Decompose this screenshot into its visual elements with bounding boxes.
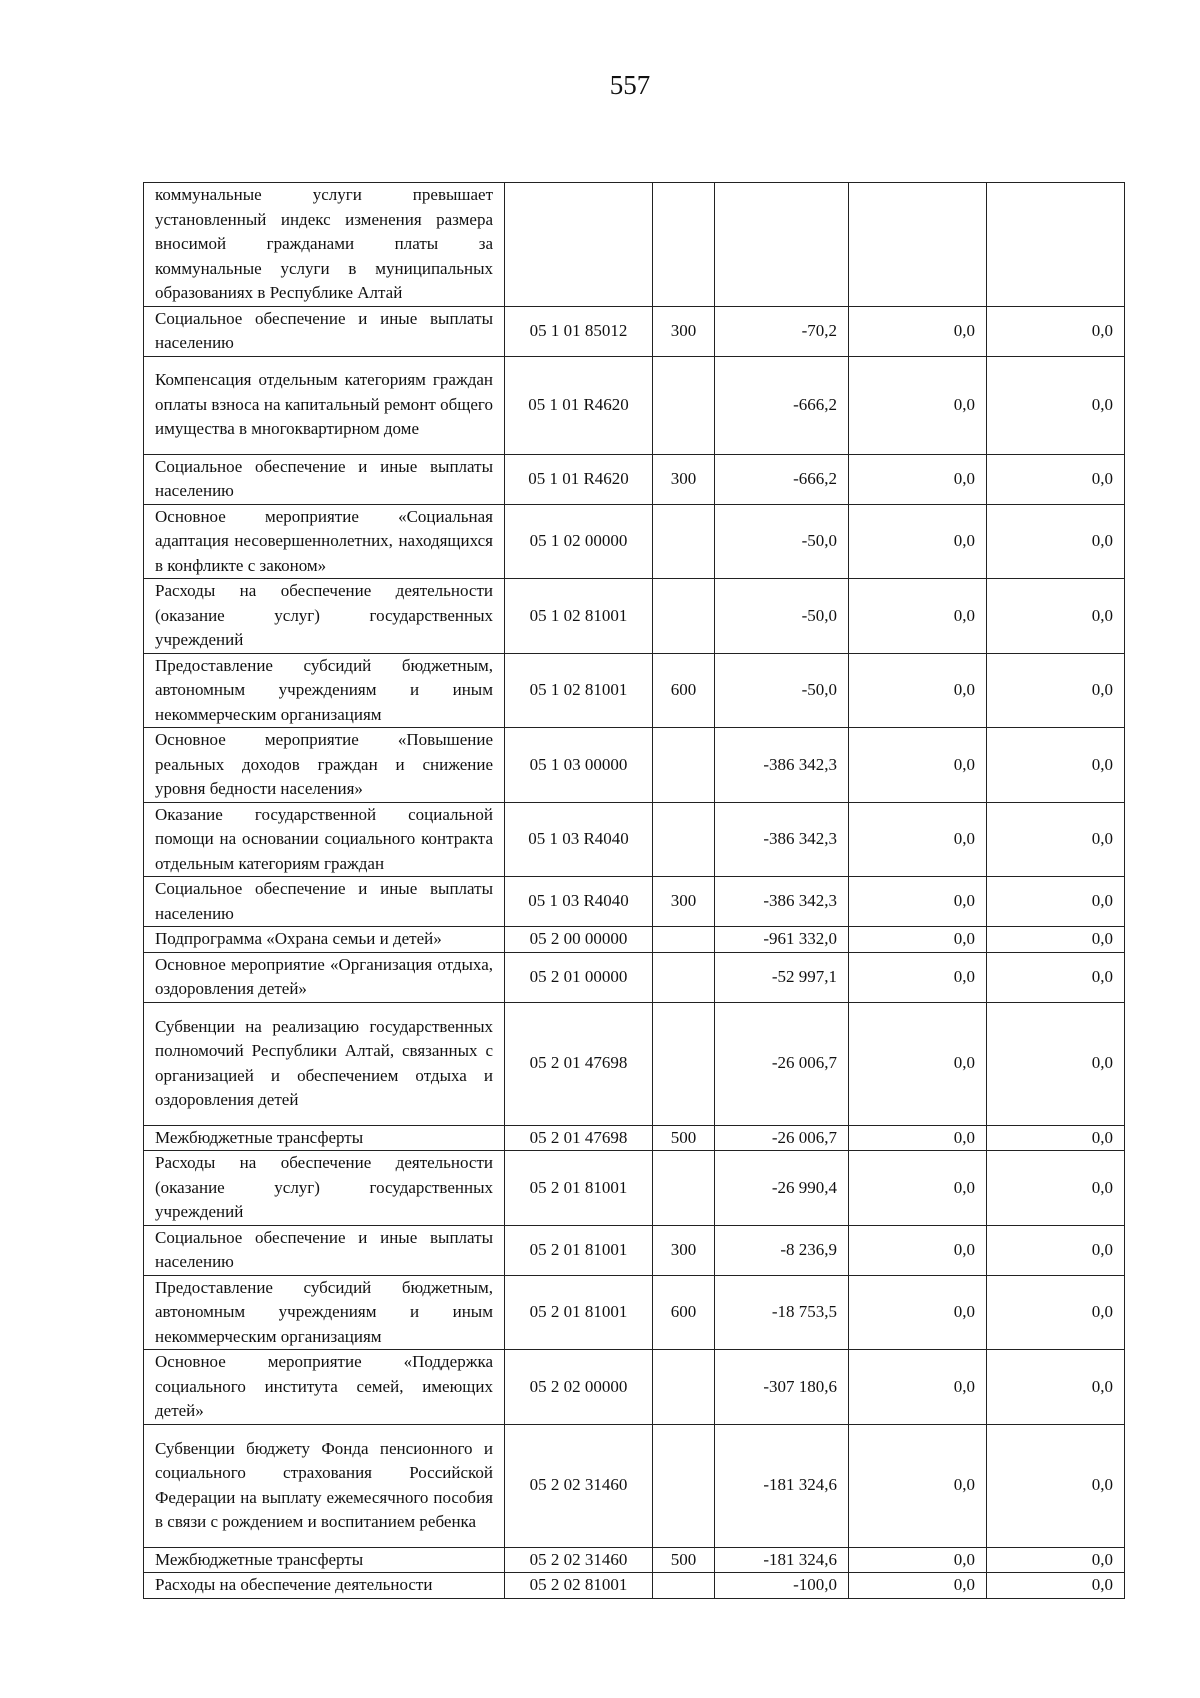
- budget-item-name: Социальное обеспечение и иные выплаты населению: [144, 454, 505, 504]
- table-row: [144, 802, 1125, 877]
- amount-year-3: 0,0: [987, 653, 1125, 728]
- amount-year-1: -181 324,6: [715, 1547, 849, 1573]
- table-row: [144, 183, 1125, 307]
- table-row: [144, 1125, 1125, 1151]
- expense-type-code: 600: [653, 1275, 715, 1350]
- budget-item-name: Подпрограмма «Охрана семьи и детей»: [144, 927, 505, 953]
- classification-code: 05 2 00 00000: [505, 927, 653, 953]
- expense-type-code: [653, 579, 715, 654]
- classification-code: 05 1 02 81001: [505, 653, 653, 728]
- amount-year-2: 0,0: [849, 1002, 987, 1125]
- budget-item-name: Компенсация отдельным категориям граждан оплаты взноса на капитальный ремонт общего имущества в многоквартирном доме: [144, 356, 505, 454]
- amount-year-3: 0,0: [987, 1350, 1125, 1425]
- amount-year-2: 0,0: [849, 1275, 987, 1350]
- expense-type-code: [653, 1002, 715, 1125]
- classification-code: 05 2 01 81001: [505, 1225, 653, 1275]
- amount-year-1: -181 324,6: [715, 1424, 849, 1547]
- amount-year-1: -52 997,1: [715, 952, 849, 1002]
- amount-year-3: 0,0: [987, 1573, 1125, 1599]
- budget-item-name: Предоставление субсидий бюджетным, автономным учреждениям и иным некоммерческим организациям: [144, 1275, 505, 1350]
- budget-item-name: Расходы на обеспечение деятельности (оказание услуг) государственных учреждений: [144, 579, 505, 654]
- amount-year-3: 0,0: [987, 504, 1125, 579]
- table-row: [144, 356, 1125, 454]
- amount-year-2: 0,0: [849, 1424, 987, 1547]
- amount-year-1: -307 180,6: [715, 1350, 849, 1425]
- amount-year-2: 0,0: [849, 1350, 987, 1425]
- amount-year-1: -26 006,7: [715, 1125, 849, 1151]
- classification-code: 05 1 01 R4620: [505, 454, 653, 504]
- expense-type-code: [653, 728, 715, 803]
- amount-year-3: 0,0: [987, 728, 1125, 803]
- amount-year-1: -666,2: [715, 454, 849, 504]
- expense-type-code: [653, 927, 715, 953]
- table-row: [144, 1151, 1125, 1226]
- expense-type-code: [653, 356, 715, 454]
- table-row: [144, 1424, 1125, 1547]
- budget-item-name: Основное мероприятие «Социальная адаптация несовершеннолетних, находящихся в конфликте с законом»: [144, 504, 505, 579]
- classification-code: 05 1 03 R4040: [505, 802, 653, 877]
- amount-year-3: 0,0: [987, 927, 1125, 953]
- classification-code: 05 2 01 47698: [505, 1002, 653, 1125]
- amount-year-2: 0,0: [849, 454, 987, 504]
- page-number: 557: [609, 70, 651, 100]
- amount-year-3: 0,0: [987, 1002, 1125, 1125]
- amount-year-2: 0,0: [849, 1573, 987, 1599]
- classification-code: 05 1 03 R4040: [505, 877, 653, 927]
- amount-year-2: 0,0: [849, 504, 987, 579]
- amount-year-1: -386 342,3: [715, 728, 849, 803]
- amount-year-3: 0,0: [987, 356, 1125, 454]
- amount-year-2: 0,0: [849, 802, 987, 877]
- budget-item-name: Социальное обеспечение и иные выплаты населению: [144, 1225, 505, 1275]
- budget-item-name: Основное мероприятие «Повышение реальных доходов граждан и снижение уровня бедности населения»: [144, 728, 505, 803]
- budget-item-name: Социальное обеспечение и иные выплаты населению: [144, 306, 505, 356]
- amount-year-1: -18 753,5: [715, 1275, 849, 1350]
- budget-item-name: Основное мероприятие «Поддержка социального института семей, имеющих детей»: [144, 1350, 505, 1425]
- budget-item-name: Социальное обеспечение и иные выплаты населению: [144, 877, 505, 927]
- budget-item-name: Субвенции бюджету Фонда пенсионного и социального страхования Российской Федерации на выплату ежемесячного пособия в связи с рождением и воспитанием ребенка: [144, 1424, 505, 1547]
- table-row: [144, 504, 1125, 579]
- amount-year-3: 0,0: [987, 1225, 1125, 1275]
- table-row: [144, 927, 1125, 953]
- budget-item-name: коммунальные услуги превышает установленный индекс изменения размера вносимой гражданами платы за коммунальные услуги в муниципальных образованиях в Республике Алтай: [144, 183, 505, 307]
- expense-type-code: 300: [653, 454, 715, 504]
- amount-year-2: 0,0: [849, 952, 987, 1002]
- amount-year-3: 0,0: [987, 877, 1125, 927]
- expense-type-code: 300: [653, 306, 715, 356]
- amount-year-3: 0,0: [987, 454, 1125, 504]
- classification-code: 05 2 02 31460: [505, 1424, 653, 1547]
- amount-year-1: -386 342,3: [715, 802, 849, 877]
- amount-year-1: -50,0: [715, 579, 849, 654]
- table-row: [144, 306, 1125, 356]
- expense-type-code: [653, 183, 715, 307]
- table-row: [144, 454, 1125, 504]
- table-row: [144, 728, 1125, 803]
- classification-code: 05 2 02 00000: [505, 1350, 653, 1425]
- amount-year-3: 0,0: [987, 1275, 1125, 1350]
- budget-item-name: Предоставление субсидий бюджетным, автономным учреждениям и иным некоммерческим организациям: [144, 653, 505, 728]
- budget-item-name: Основное мероприятие «Организация отдыха, оздоровления детей»: [144, 952, 505, 1002]
- amount-year-1: -50,0: [715, 504, 849, 579]
- amount-year-2: 0,0: [849, 653, 987, 728]
- table-row: [144, 1225, 1125, 1275]
- amount-year-1: -666,2: [715, 356, 849, 454]
- amount-year-3: 0,0: [987, 1125, 1125, 1151]
- expense-type-code: [653, 1573, 715, 1599]
- amount-year-1: -386 342,3: [715, 877, 849, 927]
- amount-year-2: 0,0: [849, 356, 987, 454]
- classification-code: 05 2 01 81001: [505, 1151, 653, 1226]
- amount-year-2: 0,0: [849, 579, 987, 654]
- amount-year-3: 0,0: [987, 579, 1125, 654]
- budget-item-name: Оказание государственной социальной помощи на основании социального контракта отдельным категориям граждан: [144, 802, 505, 877]
- amount-year-2: 0,0: [849, 1125, 987, 1151]
- amount-year-1: -100,0: [715, 1573, 849, 1599]
- table-row: [144, 1002, 1125, 1125]
- classification-code: [505, 183, 653, 307]
- classification-code: 05 2 01 81001: [505, 1275, 653, 1350]
- budget-item-name: Субвенции на реализацию государственных полномочий Республики Алтай, связанных с организацией и обеспечением отдыха и оздоровления детей: [144, 1002, 505, 1125]
- table-row: [144, 1350, 1125, 1425]
- table-row: [144, 1547, 1125, 1573]
- amount-year-2: 0,0: [849, 306, 987, 356]
- expense-type-code: [653, 1424, 715, 1547]
- amount-year-2: 0,0: [849, 1547, 987, 1573]
- amount-year-1: -70,2: [715, 306, 849, 356]
- amount-year-2: 0,0: [849, 927, 987, 953]
- amount-year-2: 0,0: [849, 877, 987, 927]
- classification-code: 05 2 01 00000: [505, 952, 653, 1002]
- amount-year-3: 0,0: [987, 1151, 1125, 1226]
- amount-year-1: -961 332,0: [715, 927, 849, 953]
- classification-code: 05 2 02 31460: [505, 1547, 653, 1573]
- classification-code: 05 2 01 47698: [505, 1125, 653, 1151]
- classification-code: 05 2 02 81001: [505, 1573, 653, 1599]
- table-row: [144, 877, 1125, 927]
- table-row: [144, 952, 1125, 1002]
- amount-year-2: 0,0: [849, 1151, 987, 1226]
- amount-year-3: 0,0: [987, 952, 1125, 1002]
- expense-type-code: [653, 952, 715, 1002]
- table-body: [144, 183, 1125, 1599]
- classification-code: 05 1 02 00000: [505, 504, 653, 579]
- amount-year-2: 0,0: [849, 728, 987, 803]
- expense-type-code: [653, 802, 715, 877]
- expense-type-code: 500: [653, 1547, 715, 1573]
- amount-year-3: 0,0: [987, 1547, 1125, 1573]
- amount-year-3: 0,0: [987, 306, 1125, 356]
- classification-code: 05 1 01 85012: [505, 306, 653, 356]
- budget-item-name: Межбюджетные трансферты: [144, 1125, 505, 1151]
- amount-year-2: [849, 183, 987, 307]
- expense-type-code: [653, 504, 715, 579]
- amount-year-1: -26 006,7: [715, 1002, 849, 1125]
- amount-year-3: 0,0: [987, 802, 1125, 877]
- amount-year-1: [715, 183, 849, 307]
- expense-type-code: 600: [653, 653, 715, 728]
- table-row: [144, 579, 1125, 654]
- amount-year-1: -8 236,9: [715, 1225, 849, 1275]
- expense-type-code: 300: [653, 1225, 715, 1275]
- budget-table: [143, 182, 1125, 1599]
- classification-code: 05 1 01 R4620: [505, 356, 653, 454]
- budget-item-name: Расходы на обеспечение деятельности (оказание услуг) государственных учреждений: [144, 1151, 505, 1226]
- table-row: [144, 653, 1125, 728]
- classification-code: 05 1 02 81001: [505, 579, 653, 654]
- amount-year-3: 0,0: [987, 1424, 1125, 1547]
- classification-code: 05 1 03 00000: [505, 728, 653, 803]
- expense-type-code: 500: [653, 1125, 715, 1151]
- expense-type-code: [653, 1151, 715, 1226]
- expense-type-code: [653, 1350, 715, 1425]
- table-row: [144, 1573, 1125, 1599]
- amount-year-1: -50,0: [715, 653, 849, 728]
- amount-year-3: [987, 183, 1125, 307]
- amount-year-2: 0,0: [849, 1225, 987, 1275]
- table-row: [144, 1275, 1125, 1350]
- expense-type-code: 300: [653, 877, 715, 927]
- amount-year-1: -26 990,4: [715, 1151, 849, 1226]
- budget-item-name: Межбюджетные трансферты: [144, 1547, 505, 1573]
- budget-item-name: Расходы на обеспечение деятельности: [144, 1573, 505, 1599]
